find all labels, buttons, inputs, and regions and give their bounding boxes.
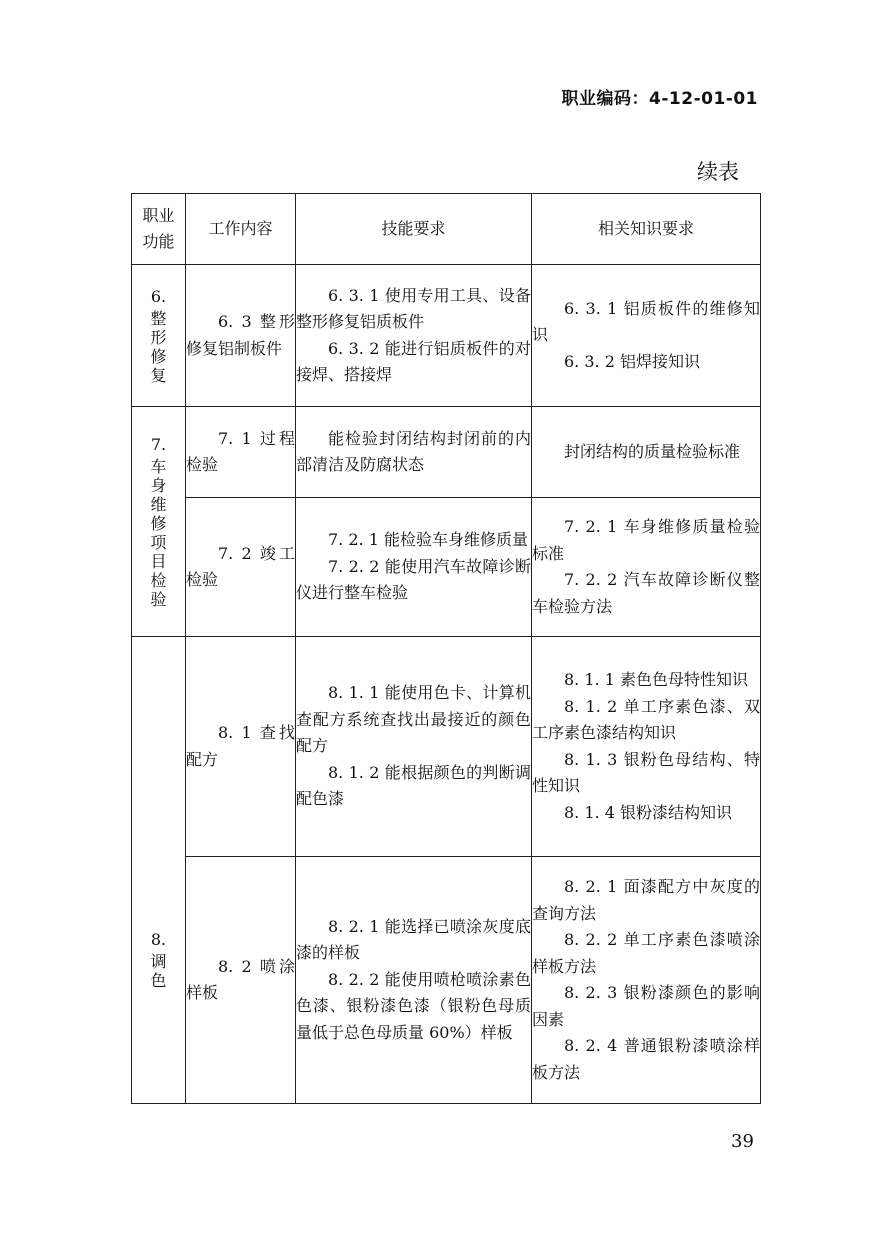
work-content-text: 6. 3 整形修复铝制板件 [186, 312, 295, 358]
knowledge-text: 6. 3. 2 铝焊接知识 [564, 351, 700, 371]
knowledge-cell [532, 637, 761, 857]
knowledge-cell [532, 265, 761, 407]
work-content-text: 8. 2 喷涂样板 [186, 956, 295, 1002]
skill-cell [296, 857, 532, 1104]
header-knowledge-requirements: 相关知识要求 [532, 194, 761, 265]
work-content-cell [186, 407, 296, 498]
skill-text: 能检验封闭结构封闭前的内部清洁及防腐状态 [296, 428, 531, 474]
skill-text: 6. 3. 2 能进行铝质板件的对接焊、搭接焊 [296, 338, 531, 384]
knowledge-cell [532, 857, 761, 1104]
knowledge-text: 7. 2. 1 车身维修质量检验标准 [532, 517, 760, 563]
function-number: 8. [150, 930, 167, 949]
table-row [132, 407, 761, 498]
skill-cell [296, 407, 532, 498]
function-name: 整形修复 [150, 308, 167, 385]
work-content-cell [186, 857, 296, 1104]
work-content-cell [186, 498, 296, 637]
skill-text: 8. 1. 1 能使用色卡、计算机查配方系统查找出最接近的颜色配方 [296, 683, 531, 756]
knowledge-text: 封闭结构的质量检验标准 [564, 441, 741, 461]
skill-cell [296, 498, 532, 637]
knowledge-cell [532, 407, 761, 498]
function-number: 7. [150, 434, 167, 454]
knowledge-text: 8. 2. 2 单工序素色漆喷涂样板方法 [532, 930, 760, 976]
knowledge-text: 8. 2. 3 银粉漆颜色的影响因素 [532, 983, 760, 1029]
skill-cell [296, 265, 532, 407]
skill-text: 8. 1. 2 能根据颜色的判断调配色漆 [296, 762, 531, 809]
skill-standard-table [131, 193, 761, 1104]
skill-text: 8. 2. 1 能选择已喷涂灰度底漆的样板 [296, 916, 531, 963]
work-content-cell [186, 265, 296, 407]
knowledge-text: 8. 1. 1 素色色母特性知识 [564, 670, 748, 689]
knowledge-text: 8. 1. 3 银粉色母结构、特性知识 [532, 749, 760, 795]
table-row [132, 265, 761, 407]
knowledge-text: 6. 3. 1 铝质板件的维修知识 [532, 298, 760, 345]
function-cell [132, 407, 186, 637]
knowledge-text: 7. 2. 2 汽车故障诊断仪整车检验方法 [532, 570, 760, 616]
table-row [132, 637, 761, 857]
skill-text: 7. 2. 2 能使用汽车故障诊断仪进行整车检验 [296, 556, 531, 603]
header-function-label: 职业 功能 [142, 206, 175, 251]
knowledge-text: 8. 1. 2 单工序素色漆、双工序素色漆结构知识 [532, 696, 760, 742]
work-content-text: 7. 1 过程检验 [186, 428, 295, 474]
table-row [132, 498, 761, 637]
function-cell [132, 637, 186, 1104]
table-header-row [132, 194, 761, 265]
header-skill-requirements: 技能要求 [296, 194, 532, 265]
knowledge-text: 8. 2. 4 普通银粉漆喷涂样板方法 [532, 1036, 760, 1082]
function-name: 调色 [150, 952, 167, 990]
function-number: 6. [150, 286, 167, 306]
function-cell [132, 265, 186, 407]
occupation-code: 职业编码：4-12-01-01 [561, 89, 758, 109]
knowledge-text: 8. 2. 1 面漆配方中灰度的查询方法 [532, 877, 760, 923]
header-work-content: 工作内容 [186, 194, 296, 265]
skill-text: 7. 2. 1 能检验车身维修质量 [328, 530, 528, 550]
skill-cell [296, 637, 532, 857]
work-content-text: 8. 1 查找配方 [186, 723, 295, 769]
continued-label: 续表 [697, 160, 739, 184]
skill-text: 6. 3. 1 使用专用工具、设备整形修复铝质板件 [296, 285, 531, 331]
knowledge-cell [532, 498, 761, 637]
function-name: 车身维修项目检验 [150, 456, 167, 609]
header-function [132, 194, 186, 265]
skill-text: 8. 2. 2 能使用喷枪喷涂素色色漆、银粉漆色漆（银粉色母质量低于总色母质量 60%）样板 [296, 969, 531, 1042]
page-number: 39 [731, 1131, 754, 1152]
knowledge-text: 8. 1. 4 银粉漆结构知识 [564, 802, 732, 822]
table-row [132, 857, 761, 1104]
work-content-cell [186, 637, 296, 857]
work-content-text: 7. 2 竣工检验 [186, 543, 295, 589]
